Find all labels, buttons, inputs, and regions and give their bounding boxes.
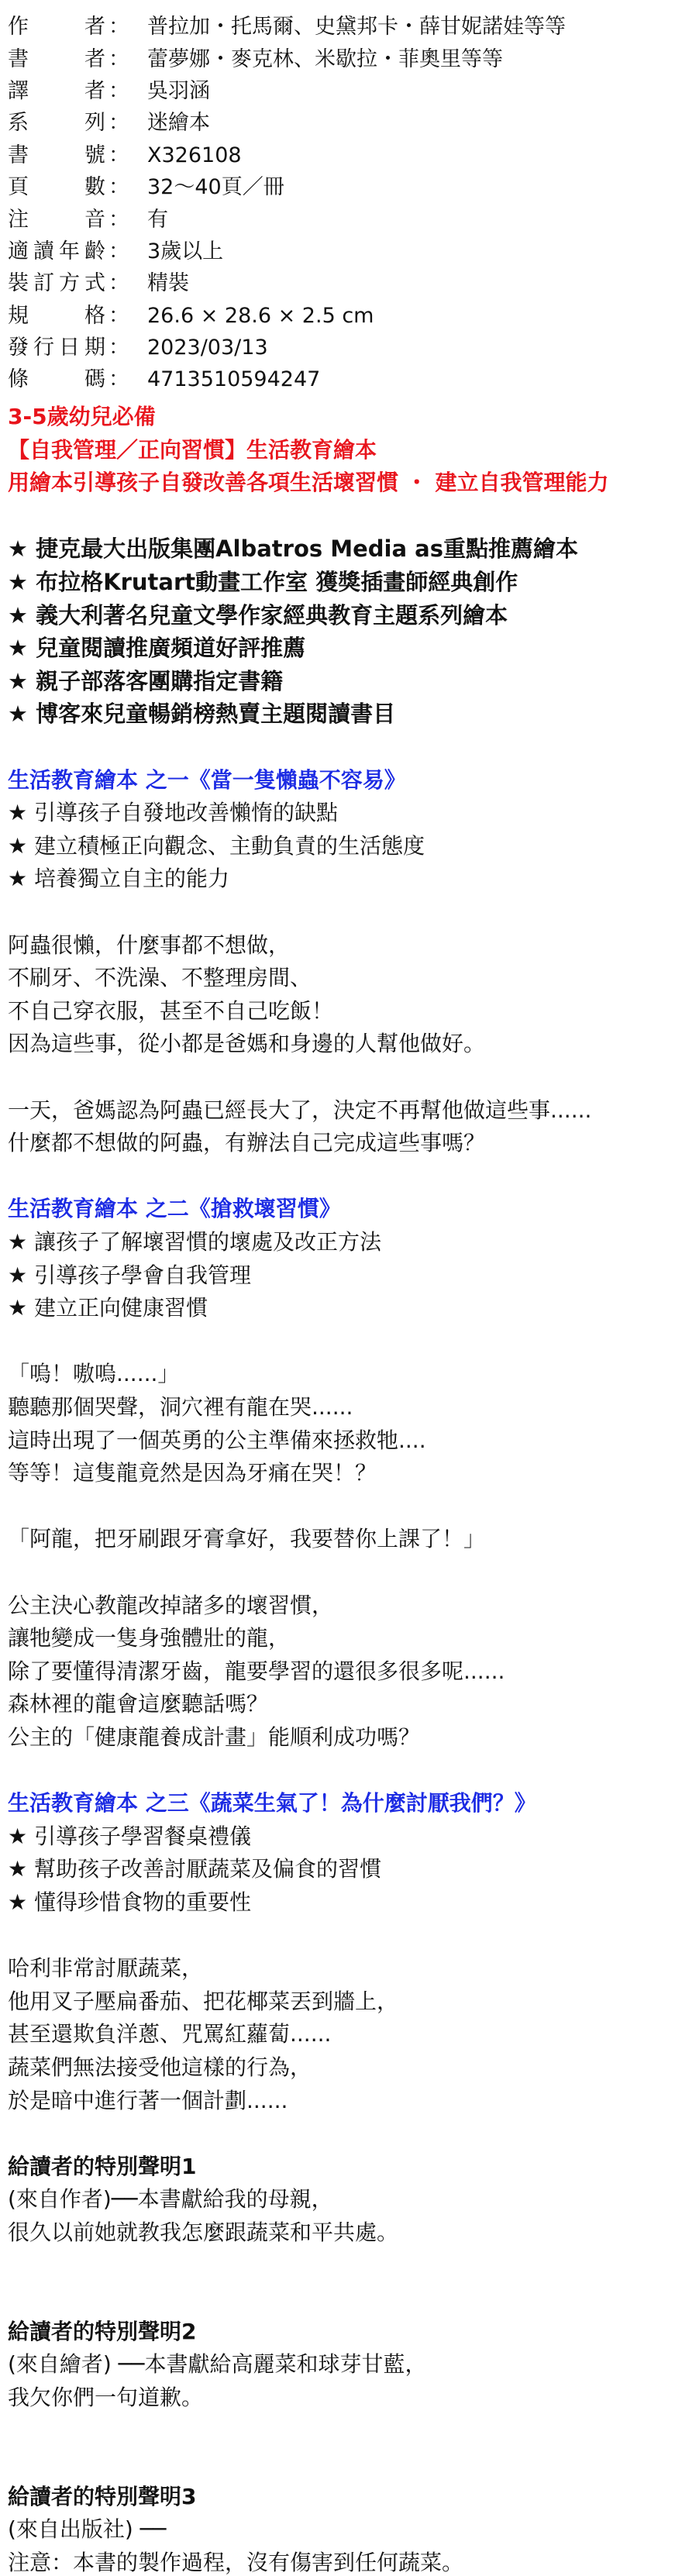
- highlight-item: ★ 兒童閱讀推廣頻道好評推薦: [8, 635, 306, 662]
- metadata-separator: ：: [108, 46, 129, 71]
- metadata-label: 規 格: [8, 303, 105, 328]
- book2-point: ★ 建立正向健康習慣: [8, 1295, 208, 1321]
- statement-text: (來自出版社) ──: [8, 2516, 167, 2543]
- book2-story: 「阿龍，把牙刷跟牙膏拿好，我要替你上課了！」: [8, 1526, 486, 1552]
- metadata-label: 裝 訂 方 式: [8, 271, 105, 296]
- book2-story: 這時出現了一個英勇的公主準備來拯救牠....: [8, 1427, 426, 1453]
- metadata-row: [8, 43, 674, 74]
- metadata-separator: ：: [108, 15, 129, 40]
- book1-story: 什麼都不想做的阿蟲，有辦法自己完成這些事嗎？: [8, 1130, 486, 1156]
- book3-story: 於是暗中進行著一個計劃......: [8, 2087, 288, 2113]
- book1-story: 因為這些事，從小都是爸媽和身邊的人幫他做好。: [8, 1031, 486, 1057]
- book1-story: 阿蟲很懶，什麼事都不想做，: [8, 932, 291, 958]
- series-subtagline: 用繪本引導孩子自發改善各項生活壞習慣 ・ 建立自我管理能力: [8, 470, 609, 496]
- metadata-label: 系 列: [8, 111, 105, 136]
- metadata-separator: ：: [108, 175, 129, 200]
- metadata-label: 注 音: [8, 207, 105, 232]
- metadata-row: [8, 236, 674, 267]
- highlight-item: ★ 親子部落客團購指定書籍: [8, 667, 284, 694]
- book1-point: ★ 建立積極正向觀念、主動負責的生活態度: [8, 832, 425, 859]
- book1-story: 不自己穿衣服，甚至不自己吃飯！: [8, 997, 334, 1024]
- metadata-separator: ：: [108, 207, 129, 232]
- book3-point: ★ 懂得珍惜食物的重要性: [8, 1889, 252, 1915]
- metadata-value: 迷繪本: [147, 111, 210, 136]
- statement-text: 很久以前她就教我怎麼跟蔬菜和平共處。: [8, 2220, 399, 2245]
- highlight-item: ★ 布拉格Krutart動畫工作室 獲獎插畫師經典創作: [8, 569, 518, 595]
- statement-heading: 給讀者的特別聲明3: [8, 2483, 197, 2509]
- book1-point: ★ 培養獨立自主的能力: [8, 866, 230, 892]
- book3-title: 生活教育繪本 之三《蔬菜生氣了！為什麼討厭我們？》: [8, 1790, 536, 1817]
- metadata-row: [8, 300, 674, 332]
- metadata-value: 蕾夢娜・麥克林、米歇拉・菲奧里等等: [147, 46, 503, 71]
- metadata-separator: ：: [108, 271, 129, 296]
- metadata-row: [8, 171, 674, 203]
- metadata-label: 作 者: [8, 15, 105, 40]
- metadata-row: [8, 267, 674, 299]
- book3-story: 他用叉子壓扁番茄、把花椰菜丟到牆上，: [8, 1988, 399, 2014]
- book2-title: 生活教育繪本 之二《搶救壞習慣》: [8, 1196, 341, 1222]
- book2-story: 除了要懂得清潔牙齒，龍要學習的還很多很多呢......: [8, 1658, 505, 1684]
- metadata-row: [8, 11, 674, 43]
- book3-point: ★ 幫助孩子改善討厭蔬菜及偏食的習慣: [8, 1856, 382, 1882]
- metadata-value: 有: [147, 207, 168, 232]
- metadata-label: 發 行 日 期: [8, 336, 105, 360]
- book1-story: 一天，爸媽認為阿蟲已經長大了，決定不再幫他做這些事......: [8, 1097, 592, 1123]
- book2-story: 公主的「健康龍養成計畫」能順利成功嗎？: [8, 1724, 421, 1750]
- book2-story: 「嗚！嗷嗚......」: [8, 1361, 180, 1387]
- statement-heading: 給讀者的特別聲明1: [8, 2153, 197, 2179]
- metadata-value: 吳羽涵: [147, 78, 210, 103]
- metadata-value: 32～40頁／冊: [147, 175, 284, 200]
- highlight-item: ★ 義大利著名兒童文學作家經典教育主題系列繪本: [8, 601, 508, 629]
- book2-story: 讓牠變成一隻身強體壯的龍，: [8, 1625, 291, 1651]
- statement-text: (來自繪者) ──本書獻給高麗菜和球芽甘藍，: [8, 2351, 427, 2378]
- statement-heading: 給讀者的特別聲明2: [8, 2318, 197, 2344]
- metadata-row: [8, 107, 674, 139]
- metadata-value: 2023/03/13: [147, 336, 268, 360]
- metadata-separator: ：: [108, 239, 129, 263]
- series-tagline: 【自我管理／正向習慣】生活教育繪本: [8, 436, 377, 463]
- metadata-value: 普拉加・托馬爾、史黛邦卡・薛甘妮諾娃等等: [147, 15, 566, 40]
- metadata-label: 頁 數: [8, 175, 105, 200]
- highlight-item: ★ 博客來兒童暢銷榜熱賣主題閱讀書目: [8, 701, 396, 728]
- statement-text: 我欠你們一句道歉。: [8, 2385, 204, 2410]
- book2-story: 等等！這隻龍竟然是因為牙痛在哭！？: [8, 1460, 377, 1486]
- book2-point: ★ 引導孩子學會自我管理: [8, 1262, 252, 1288]
- metadata-value: 4713510594247: [147, 367, 321, 392]
- book3-story: 蔬菜們無法接受他這樣的行為，: [8, 2054, 312, 2080]
- metadata-row: [8, 203, 674, 235]
- book1-title: 生活教育繪本 之一《當一隻懶蟲不容易》: [8, 766, 406, 793]
- metadata-row: [8, 75, 674, 107]
- metadata-row: [8, 363, 674, 395]
- metadata-separator: ：: [108, 111, 129, 136]
- metadata-value: 3歲以上: [147, 239, 224, 263]
- metadata-separator: ：: [108, 143, 129, 167]
- book3-story: 甚至還欺負洋蔥、咒罵紅蘿蔔......: [8, 2021, 332, 2047]
- book3-point: ★ 引導孩子學習餐桌禮儀: [8, 1823, 252, 1849]
- book3-story: 哈利非常討厭蔬菜，: [8, 1955, 204, 1982]
- book-metadata: [8, 11, 674, 396]
- age-headline: 3-5歲幼兒必備: [8, 404, 156, 429]
- metadata-row: [8, 139, 674, 171]
- highlight-item: ★ 捷克最大出版集團Albatros Media as重點推薦繪本: [8, 536, 578, 563]
- metadata-label: 書 號: [8, 143, 105, 167]
- metadata-separator: ：: [108, 336, 129, 360]
- metadata-label: 譯 者: [8, 78, 105, 103]
- metadata-row: [8, 332, 674, 363]
- book2-story: 聽聽那個哭聲，洞穴裡有龍在哭......: [8, 1394, 353, 1420]
- book2-story: 森林裡的龍會這麼聽話嗎？: [8, 1691, 269, 1717]
- metadata-value: X326108: [147, 143, 242, 167]
- metadata-label: 書 者: [8, 46, 105, 71]
- metadata-value: 精裝: [147, 271, 189, 296]
- statement-text: 注意：本書的製作過程，沒有傷害到任何蔬菜。: [8, 2550, 464, 2575]
- book1-story: 不刷牙、不洗澡、不整理房間、: [8, 965, 312, 991]
- book2-story: 公主決心教龍改掉諸多的壞習慣，: [8, 1592, 334, 1618]
- metadata-separator: ：: [108, 78, 129, 103]
- metadata-label: 條 碼: [8, 367, 105, 392]
- metadata-separator: ：: [108, 367, 129, 392]
- book2-point: ★ 讓孩子了解壞習慣的壞處及改正方法: [8, 1229, 382, 1255]
- metadata-value: 26.6 × 28.6 × 2.5 cm: [147, 303, 374, 328]
- metadata-label: 適 讀 年 齡: [8, 239, 105, 263]
- statement-text: (來自作者)──本書獻給我的母親，: [8, 2186, 333, 2213]
- metadata-separator: ：: [108, 303, 129, 328]
- book1-point: ★ 引導孩子自發地改善懶惰的缺點: [8, 800, 339, 826]
